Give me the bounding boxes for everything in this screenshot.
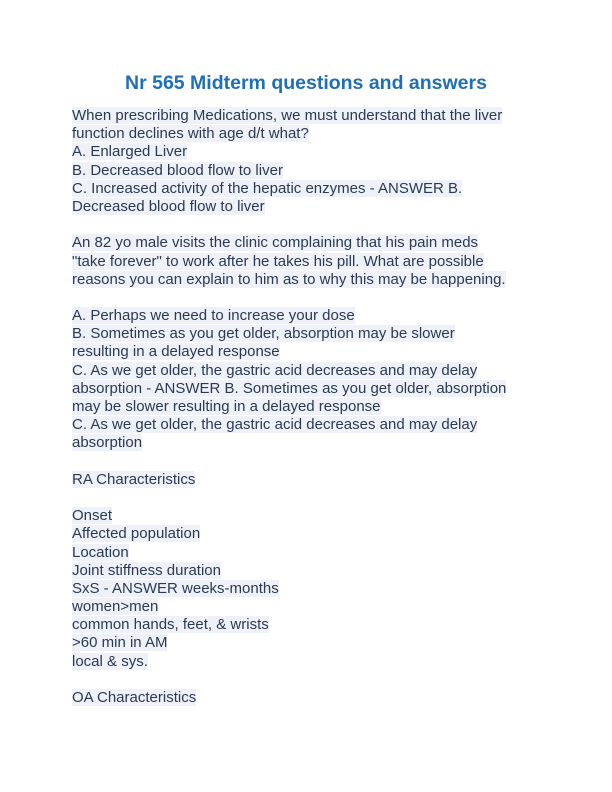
text-line: function declines with age d/t what? xyxy=(72,125,309,143)
question-block-liver xyxy=(72,107,552,216)
document-body xyxy=(72,107,552,707)
text-line: C. Increased activity of the hepatic enzymes - ANSWER B. xyxy=(72,179,463,197)
text-line: Affected population xyxy=(72,525,201,543)
text-line: >60 min in AM xyxy=(72,634,168,652)
text-line: may be slower resulting in a delayed response xyxy=(72,398,381,415)
text-line: Location xyxy=(72,543,129,561)
text-line: C. As we get older, the gastric acid decreases and may delay xyxy=(72,416,478,434)
text-line: Decreased blood flow to liver xyxy=(72,197,265,215)
text-line: B. Sometimes as you get older, absorption may be slower xyxy=(72,325,455,343)
paragraph-spacer xyxy=(72,216,552,234)
text-line: A. Perhaps we need to increase your dose xyxy=(72,307,355,325)
text-line: women>men xyxy=(72,598,159,616)
text-line: SxS - ANSWER weeks-months xyxy=(72,579,279,597)
paragraph-spacer xyxy=(72,289,552,307)
text-line: absorption xyxy=(72,434,143,452)
text-line: reasons you can explain to him as to why this may be happening. xyxy=(72,270,506,288)
question-block-pain-meds xyxy=(72,234,552,289)
text-line: common hands, feet, & wrists xyxy=(72,616,269,634)
paragraph-spacer xyxy=(72,453,552,471)
text-line: When prescribing Medications, we must understand that the liver xyxy=(72,107,503,124)
question-block-ra-heading xyxy=(72,471,552,489)
text-line: local & sys. xyxy=(72,652,148,670)
text-line: "take forever" to work after he takes his pill. What are possible xyxy=(72,252,484,270)
page-title: Nr 565 Midterm questions and answers xyxy=(125,72,487,94)
paragraph-spacer xyxy=(72,671,552,689)
answer-block-ra xyxy=(72,507,552,671)
text-line: An 82 yo male visits the clinic complaining that his pain meds xyxy=(72,234,479,252)
text-line: Onset xyxy=(72,507,113,525)
question-block-oa-heading xyxy=(72,689,552,707)
text-line: C. As we get older, the gastric acid decreases and may delay xyxy=(72,361,478,379)
text-line: Joint stiffness duration xyxy=(72,561,221,579)
text-line: RA Characteristics xyxy=(72,470,196,488)
text-line: OA Characteristics xyxy=(72,689,197,706)
paragraph-spacer xyxy=(72,489,552,507)
text-line: A. Enlarged Liver xyxy=(72,143,188,161)
answer-block-pain-meds xyxy=(72,307,552,453)
text-line: absorption - ANSWER B. Sometimes as you get older, absorption xyxy=(72,379,507,397)
text-line: resulting in a delayed response xyxy=(72,343,280,361)
text-line: B. Decreased blood flow to liver xyxy=(72,161,283,179)
